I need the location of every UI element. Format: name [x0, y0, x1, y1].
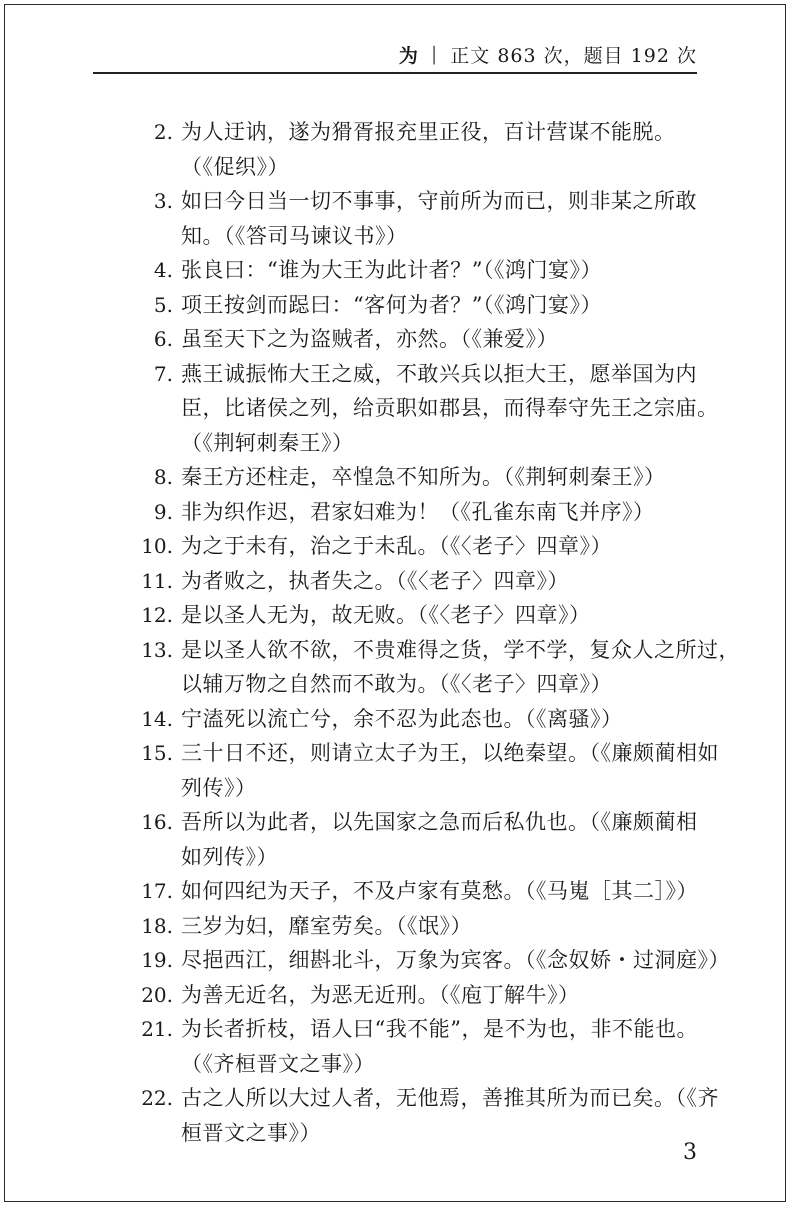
entry-text-line: 如曰今日当一切不事事，守前所为而已，则非某之所敢 [181, 189, 697, 213]
entry-text-line: （《促织》） [181, 154, 289, 179]
entry-number: 9. [153, 499, 173, 524]
entry-number: 10. [141, 534, 173, 558]
entry-number: 5. [153, 292, 173, 317]
entry-number: 12. [141, 603, 173, 627]
entry-text-line: 知。（《答司马谏议书》） [181, 223, 408, 248]
header-divider: | [430, 43, 439, 65]
entry-text-line: 如何四纪为天子，不及卢家有莫愁。（《马嵬［其二］》） [181, 879, 698, 903]
entry-text-line: 吾所以为此者，以先国家之急而后私仇也。（《廉颇蔺相 [181, 810, 698, 834]
entry-text-line: 为善无近名，为恶无近刑。（《庖丁解牛》） [181, 982, 580, 1007]
entry-text-line: （《齐桓晋文之事》） [181, 1051, 375, 1076]
entry-text-line: 以辅万物之自然而不敢为。（《〈老子〉四章》） [181, 672, 612, 696]
entry-text-line: 如列传》） [181, 844, 278, 869]
page-number: 3 [683, 1140, 697, 1165]
entry-number: 20. [141, 982, 173, 1007]
entry-number: 8. [153, 465, 173, 489]
entry-number: 21. [141, 1017, 173, 1041]
entry-text-line: 燕王诚振怖大王之威，不敢兴兵以拒大王，愿举国为内 [181, 361, 697, 386]
entry-number: 14. [141, 706, 173, 731]
entry-text-line: 项王按剑而跽曰：“客何为者？”（《鸿门宴》） [181, 292, 602, 317]
entry-number: 13. [141, 637, 173, 662]
entry-number: 16. [141, 810, 173, 834]
header-rule [93, 72, 697, 74]
entry-number: 3. [153, 189, 173, 213]
entry-number: 19. [141, 948, 173, 972]
entry-number: 7. [153, 361, 173, 386]
header-character: 为 [398, 44, 419, 67]
entry-text-line: 宁溘死以流亡兮，余不忍为此态也。（《离骚》） [181, 706, 623, 731]
running-header [93, 39, 697, 69]
entry-number: 11. [141, 568, 173, 593]
entry-number: 15. [141, 741, 173, 765]
entry-text-line: 三岁为妇，靡室劳矣。（《氓》） [181, 913, 472, 938]
entry-number: 22. [141, 1086, 173, 1110]
entry-text-line: 臣，比诸侯之列，给贡职如郡县，而得奉守先王之宗庙。 [181, 396, 719, 420]
entry-text-line: 三十日不还，则请立太子为王，以绝秦望。（《廉颇蔺相如 [181, 741, 719, 765]
entry-text-line: 张良曰：“谁为大王为此计者？”（《鸿门宴》） [181, 258, 602, 282]
entry-text-line: 尽挹西江，细斟北斗，万象为宾客。（《念奴娇・过洞庭》） [181, 948, 730, 972]
entry-number: 2. [153, 120, 173, 144]
book-page [4, 4, 786, 1202]
entry-text-line: 桓晋文之事》） [181, 1120, 321, 1145]
entry-text-line: 非为织作迟，君家妇难为！（《孔雀东南飞并序》） [181, 499, 655, 524]
entry-text-line: 为人迂讷，遂为猾胥报充里正役，百计营谋不能脱。 [181, 120, 676, 144]
entry-text-line: 秦王方还柱走，卒惶急不知所为。（《荆轲刺秦王》） [181, 465, 666, 489]
entry-text-line: 古之人所以大过人者，无他焉，善推其所为而已矣。（《齐 [181, 1086, 719, 1110]
entry-number: 4. [153, 258, 173, 282]
entry-text-line: （《荆轲刺秦王》） [181, 430, 354, 455]
entry-text-line: 是以圣人无为，故无败。（《〈老子〉四章》） [181, 603, 591, 627]
entry-number: 6. [153, 327, 173, 351]
entry-text-line: 为之于未有，治之于未乱。（《〈老子〉四章》） [181, 534, 612, 558]
entry-number: 18. [141, 913, 173, 938]
header-stats: 正文 863 次，题目 192 次 [450, 44, 697, 67]
entry-number: 17. [141, 879, 173, 903]
entry-text-line: 虽至天下之为盗贼者，亦然。（《兼爱》） [181, 327, 558, 351]
entry-text-line: 为者败之，执者失之。（《〈老子〉四章》） [181, 568, 569, 593]
entry-text-line: 为长者折枝，语人曰“我不能”，是不为也，非不能也。 [181, 1017, 698, 1041]
entry-text-line: 列传》） [181, 775, 257, 800]
entry-text-line: 是以圣人欲不欲，不贵难得之货，学不学，复众人之所过， [181, 637, 740, 662]
